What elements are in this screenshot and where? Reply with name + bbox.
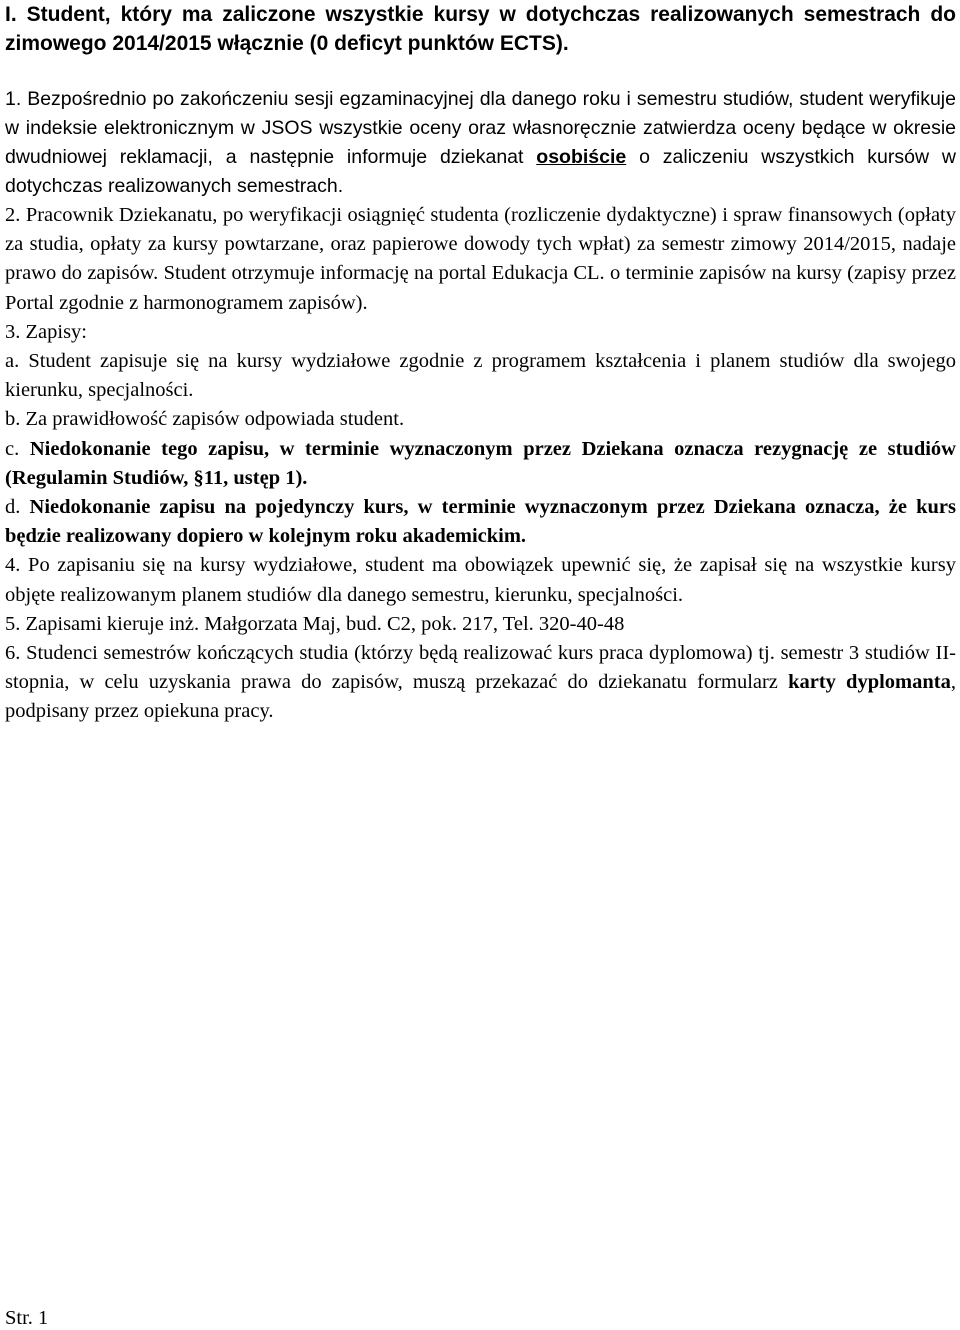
paragraph-3b: b. Za prawidłowość zapisów odpowiada student.	[5, 408, 405, 431]
paragraph-3d	[5, 493, 956, 551]
spacer	[5, 58, 956, 85]
page-number: Str. 1	[5, 1307, 49, 1329]
paragraph-3-header: 3. Zapisy:	[5, 320, 87, 343]
paragraph-6	[5, 639, 956, 727]
paragraph-3d-bold: Niedokonanie zapisu na pojedynczy kurs, w terminie wyznaczonym przez Dziekana oznacza, że kurs będzie realizowany dopiero w kolejnym roku akademickim.	[5, 496, 957, 548]
paragraph-6-text-a: 6. Studenci semestrów kończących studia (którzy będą realizować kurs praca dyplomowa) tj. semestr 3 studiów II-stopnia, w celu uzyskania prawa do zapisów, muszą przekazać do dziekanatu formularz	[5, 642, 956, 694]
paragraph-1-emphasis: osobiście	[536, 146, 627, 168]
paragraph-4: 4. Po zapisaniu się na kursy wydziałowe, student ma obowiązek upewnić się, że zapisał się na wszystkie kursy objęte realizowanym planem studiów dla danego semestru, kierunku, specjalności.	[5, 554, 956, 606]
paragraph-1	[5, 85, 956, 201]
paragraph-3c-bold: Niedokonanie tego zapisu, w terminie wyznaczonym przez Dziekana oznacza rezygnację ze studiów (Regulamin Studiów, §11, ustęp 1).	[5, 437, 956, 489]
paragraph-6-bold: karty dyplomanta	[788, 671, 951, 694]
paragraph-1-text-b: o zaliczeniu wszystkich kursów w dotychczas realizowanych semestrach.	[5, 146, 956, 197]
paragraph-2: 2. Pracownik Dziekanatu, po weryfikacji osiągnięć studenta (rozliczenie dydaktyczne) i spraw finansowych (opłaty za studia, opłaty za kursy powtarzane, oraz papierowe dowody tych wpłat) za semestr zimowy 2014/2015, nadaje prawo do zapisów. Student otrzymuje informację na portal Edukacja CL. o terminie zapisów na kursy (zapisy przez Portal zgodnie z harmonogramem zapisów).	[5, 204, 956, 314]
paragraph-3d-prefix: d.	[5, 496, 30, 519]
paragraph-6-text-b: , podpisany przez opiekuna pracy.	[5, 671, 956, 723]
paragraph-3c-prefix: c.	[5, 437, 30, 460]
section-heading: I. Student, który ma zaliczone wszystkie kursy w dotychczas realizowanych semestrach do zimowego 2014/2015 włącznie (0 deficyt punktów ECTS).	[5, 3, 956, 55]
document-page	[5, 0, 956, 727]
paragraph-3a: a. Student zapisuje się na kursy wydziałowe zgodnie z programem kształcenia i planem studiów dla swojego kierunku, specjalności.	[5, 350, 956, 402]
paragraph-1-text-a: 1. Bezpośrednio po zakończeniu sesji egzaminacyjnej dla danego roku i semestru studiów, student weryfikuje w indeksie elektronicznym w JSOS wszystkie oceny oraz własnoręcznie zatwierdza oceny będące w okresie dwudniowej reklamacji, a następnie informuje dziekanat	[5, 88, 956, 168]
paragraph-5: 5. Zapisami kieruje inż. Małgorzata Maj, bud. C2, pok. 217, Tel. 320-40-48	[5, 612, 625, 635]
paragraph-3c	[5, 435, 956, 493]
